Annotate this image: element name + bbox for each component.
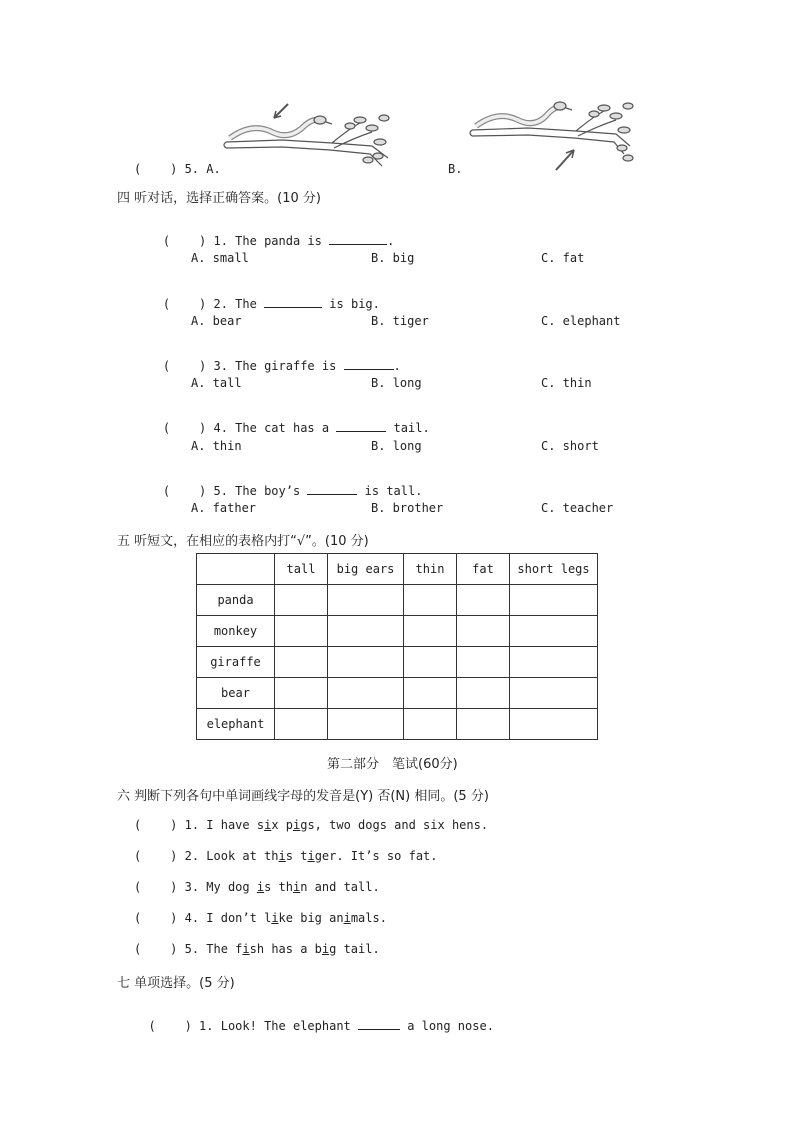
answer-paren[interactable]: ( )	[134, 880, 178, 894]
check-cell[interactable]	[510, 585, 598, 616]
check-cell[interactable]	[510, 647, 598, 678]
check-cell[interactable]	[510, 616, 598, 647]
sentence-text: I don’t l	[206, 911, 272, 925]
option-c[interactable]: C. thin	[541, 376, 592, 390]
question-row	[134, 283, 380, 325]
row-label: elephant	[197, 709, 275, 740]
underlined-letter: i	[264, 818, 272, 832]
check-cell[interactable]	[404, 709, 457, 740]
check-cell[interactable]	[457, 678, 510, 709]
table-header-row	[197, 554, 598, 585]
check-cell[interactable]	[328, 709, 404, 740]
table-header-cell	[197, 554, 275, 585]
option-c[interactable]: C. short	[541, 439, 599, 453]
sentence-number: 4.	[184, 911, 200, 925]
table-header-cell: big ears	[328, 554, 404, 585]
option-c[interactable]: C. teacher	[541, 501, 614, 515]
q5-picture-question: ( ) 5. A.	[134, 162, 221, 176]
sentence-text: Look at th	[206, 849, 279, 863]
underlined-letter: i	[256, 880, 265, 894]
check-cell[interactable]	[457, 616, 510, 647]
option-a[interactable]: A. thin	[191, 439, 242, 453]
question-text: The boy’s	[235, 484, 308, 498]
check-cell[interactable]	[457, 709, 510, 740]
table-header-cell: thin	[404, 554, 457, 585]
sentence-number: 2.	[184, 849, 200, 863]
answer-blank	[344, 359, 394, 370]
check-cell[interactable]	[275, 647, 328, 678]
check-cell[interactable]	[404, 647, 457, 678]
underlined-letter: i	[343, 911, 351, 925]
answer-paren[interactable]: ( ) 4.	[162, 421, 228, 435]
sentence-text: s th	[264, 880, 293, 894]
check-cell[interactable]	[510, 709, 598, 740]
answer-blank	[329, 234, 387, 245]
underlined-letter: i	[321, 942, 330, 956]
option-b[interactable]: B. long	[371, 376, 422, 390]
check-cell[interactable]	[404, 678, 457, 709]
option-b[interactable]: B. brother	[371, 501, 444, 515]
question-text-end: a long nose.	[400, 1019, 494, 1033]
section-6-title: 六 判断下列各句中单词画线字母的发音是(Y) 否(N) 相同。(5 分)	[117, 789, 489, 804]
table-row	[197, 678, 598, 709]
question-row	[134, 220, 394, 262]
section-7-title: 七 单项选择。(5 分)	[117, 976, 235, 991]
answer-blank	[336, 421, 386, 432]
check-cell[interactable]	[457, 647, 510, 678]
sentence-text: mals.	[350, 911, 387, 925]
row-label: monkey	[197, 616, 275, 647]
question-text: The	[235, 297, 265, 311]
table-row	[197, 616, 598, 647]
underlined-letter: i	[242, 942, 250, 956]
table-header-cell: short legs	[510, 554, 598, 585]
underlined-letter: i	[278, 849, 286, 863]
question-text: Look! The elephant	[220, 1019, 358, 1033]
check-cell[interactable]	[275, 678, 328, 709]
question-text-end: is big.	[322, 297, 380, 311]
section-4-title: 四 听对话，选择正确答案。(10 分)	[117, 191, 321, 206]
option-a[interactable]: A. small	[191, 251, 249, 265]
sentence-text: s t	[285, 849, 308, 863]
table-row	[197, 709, 598, 740]
check-cell[interactable]	[328, 647, 404, 678]
sentence-row	[134, 880, 380, 894]
underlined-letter: i	[271, 911, 279, 925]
sentence-text: sh has a b	[249, 942, 322, 956]
sentence-row	[134, 911, 387, 925]
q5-option-b-label: B.	[448, 162, 463, 176]
answer-paren[interactable]: ( ) 3.	[162, 359, 228, 373]
question-text: The panda is	[235, 234, 330, 248]
check-cell[interactable]	[457, 585, 510, 616]
check-cell[interactable]	[328, 678, 404, 709]
option-b[interactable]: B. tiger	[371, 314, 429, 328]
sentence-text: ke big an	[278, 911, 344, 925]
question-row	[134, 1005, 494, 1033]
option-a[interactable]: A. tall	[191, 376, 242, 390]
sentence-text: x p	[271, 818, 293, 832]
sentence-number: 5.	[184, 942, 200, 956]
table-header-cell: tall	[275, 554, 328, 585]
row-label: giraffe	[197, 647, 275, 678]
question-text-end: .	[387, 234, 395, 248]
option-b[interactable]: B. big	[371, 251, 415, 265]
sentence-text: g tail.	[329, 942, 380, 956]
answer-paren[interactable]: ( ) 5.	[162, 484, 228, 498]
question-text: The giraffe is	[235, 359, 344, 373]
check-cell[interactable]	[328, 616, 404, 647]
option-a[interactable]: A. father	[191, 501, 257, 515]
sentence-row	[134, 818, 488, 832]
answer-paren[interactable]: ( ) 1.	[162, 234, 228, 248]
sentence-text: I have s	[206, 818, 265, 832]
sentence-number: 1.	[184, 818, 200, 832]
section-5-title: 五 听短文，在相应的表格内打“√”。(10 分)	[117, 534, 369, 549]
answer-blank	[358, 1019, 400, 1030]
question-text-end: .	[393, 359, 401, 373]
sentence-text: My dog	[206, 880, 257, 894]
answer-paren[interactable]: ( )	[134, 849, 178, 863]
table-row	[197, 585, 598, 616]
option-a[interactable]: A. bear	[191, 314, 242, 328]
answer-paren[interactable]: ( )	[134, 818, 178, 832]
sentence-row	[134, 849, 438, 863]
answer-paren[interactable]: ( )	[134, 942, 178, 956]
sentence-text: gs, two dogs and six hens.	[300, 818, 489, 832]
question-row	[134, 345, 401, 387]
check-cell[interactable]	[275, 585, 328, 616]
check-cell[interactable]	[275, 709, 328, 740]
answer-blank	[307, 484, 357, 495]
check-cell[interactable]	[328, 585, 404, 616]
answer-paren[interactable]: ( ) 1.	[148, 1019, 214, 1033]
check-cell[interactable]	[275, 616, 328, 647]
row-label: panda	[197, 585, 275, 616]
underlined-letter: i	[307, 849, 315, 863]
table-header-cell: fat	[457, 554, 510, 585]
sentence-text: ger. It’s so fat.	[314, 849, 438, 863]
row-label: bear	[197, 678, 275, 709]
underlined-letter: i	[293, 818, 301, 832]
table-row	[197, 647, 598, 678]
sentence-number: 3.	[184, 880, 200, 894]
answer-paren[interactable]: ( )	[134, 911, 178, 925]
sentence-text: n and tall.	[300, 880, 380, 894]
answer-blank	[264, 297, 322, 308]
check-cell[interactable]	[510, 678, 598, 709]
animal-feature-table	[196, 553, 598, 740]
question-text: The cat has a	[235, 421, 337, 435]
check-cell[interactable]	[404, 585, 457, 616]
part-2-title: 第二部分 笔试(60分)	[327, 757, 458, 772]
underlined-letter: i	[293, 880, 301, 894]
snake-on-branch-picture-a	[222, 98, 394, 176]
question-text-end: tail.	[386, 421, 430, 435]
sentence-text: The f	[206, 942, 243, 956]
option-c[interactable]: C. fat	[541, 251, 585, 265]
sentence-row	[134, 942, 380, 956]
option-b[interactable]: B. long	[371, 439, 422, 453]
snake-on-branch-picture-b	[468, 96, 636, 174]
check-cell[interactable]	[404, 616, 457, 647]
question-text-end: is tall.	[357, 484, 423, 498]
answer-paren[interactable]: ( ) 2.	[162, 297, 228, 311]
option-c[interactable]: C. elephant	[541, 314, 621, 328]
